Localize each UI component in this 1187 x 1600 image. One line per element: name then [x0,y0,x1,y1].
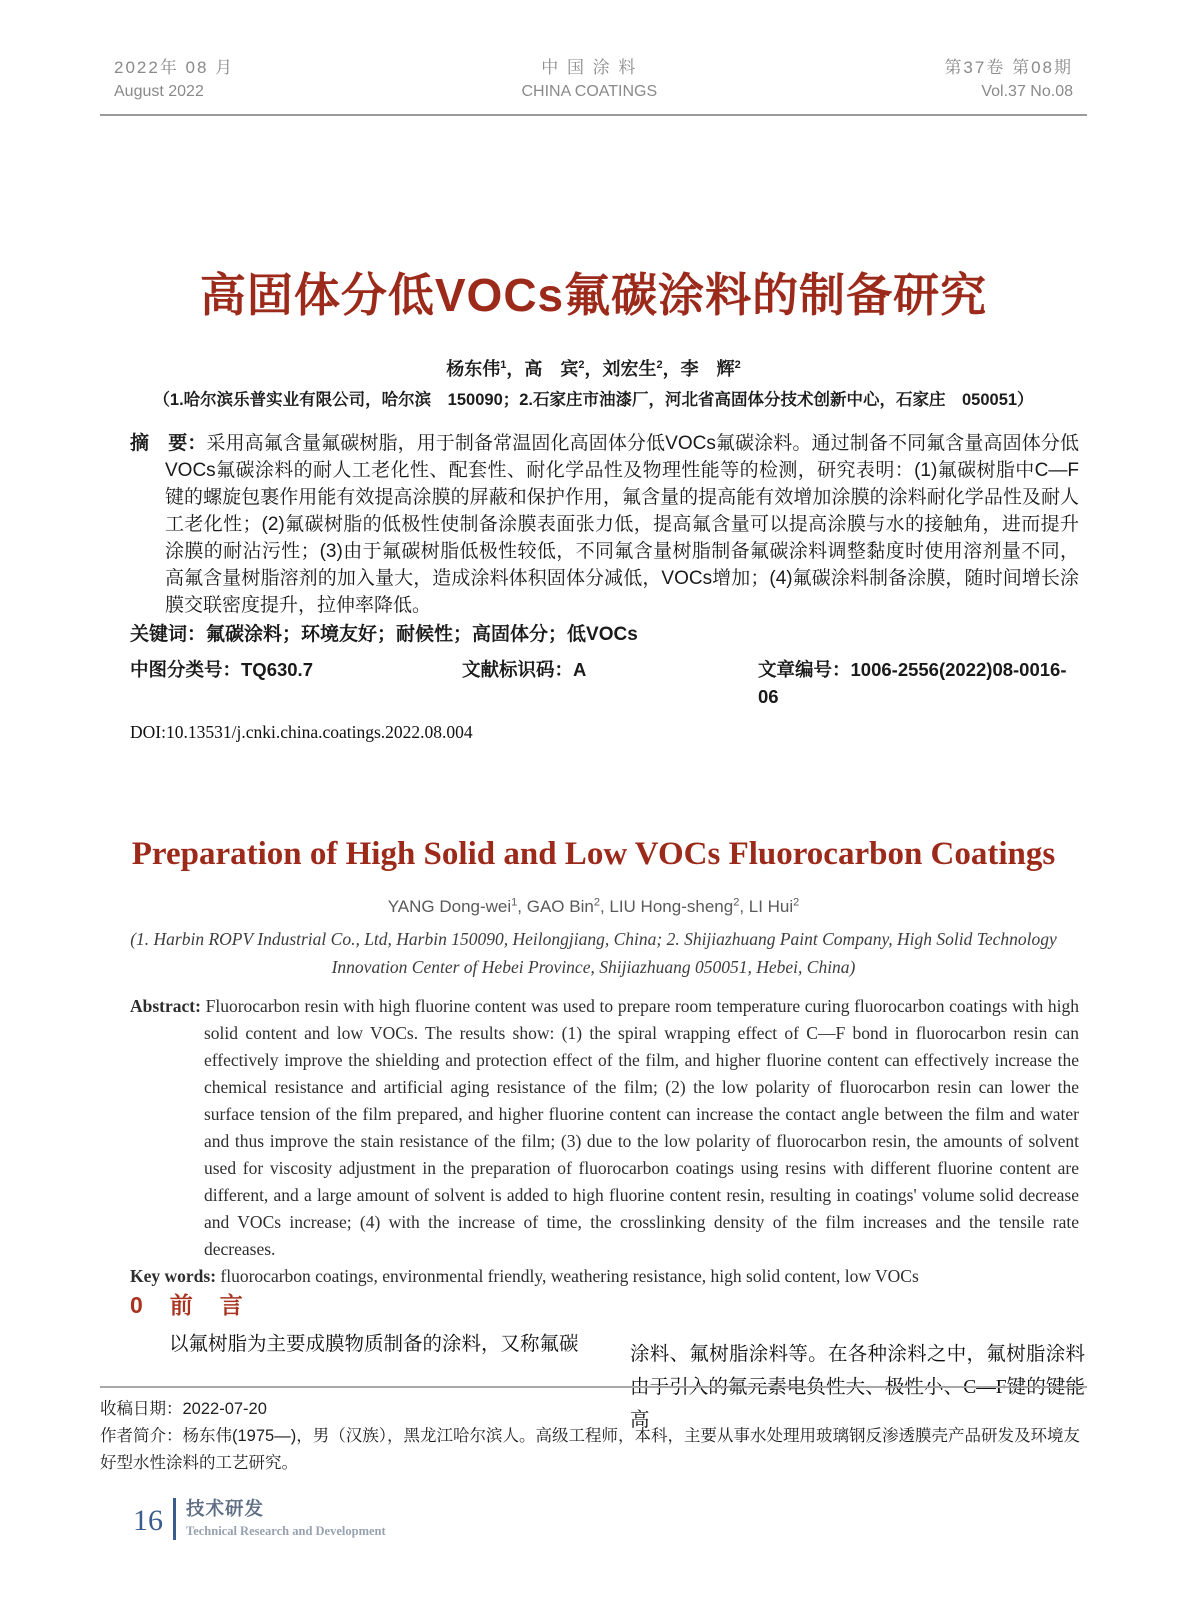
received-date: 收稿日期：2022-07-20 [100,1400,267,1418]
journal-date-en: August 2022 [114,83,204,100]
author-name: , LIU Hong-sheng [599,896,734,916]
author [739,897,799,916]
author-name: , LI Hui [739,896,794,916]
intro-paragraph-right: 涂料、氟树脂涂料等。在各种涂料之中，氟树脂涂料由于引入的氟元素电负性大、极性小、C—F键的键能高 [630,1344,1085,1431]
author-bio: 作者简介：杨东伟(1975—)，男（汉族），黑龙江哈尔滨人。高级工程师，本科，主要从事水处理用玻璃钢反渗透膜壳产品研发及环境友好型水性涂料的工艺研究。 [100,1427,1080,1472]
keywords-cn [130,621,1079,648]
column-name-en: Technical Research and Development [186,1524,386,1538]
author-affil-sup: 2 [793,896,800,908]
author-affil-sup: 2 [578,359,585,371]
journal-issue [944,56,1073,104]
section-heading: 0 前 言 [130,1292,245,1318]
footnote [100,1386,1087,1477]
author-name: , GAO Bin [517,896,594,916]
clc-number: 中图分类号：TQ630.7 [130,659,313,680]
author [506,359,584,379]
author-name: YANG Dong-wei [387,896,512,916]
author [517,897,600,916]
author-affil-sup: 1 [500,359,507,371]
journal-name-en: CHINA COATINGS [521,83,658,100]
journal-issue-en: Vol.37 No.08 [981,83,1073,100]
author [388,897,518,916]
abstract-cn-label: 摘 要： [130,433,207,454]
article-title-en: Preparation of High Solid and Low VOCs Fluorocarbon Coatings [131,836,1056,872]
authors-en [100,890,1087,919]
author [600,897,739,916]
page-footer [133,1496,386,1540]
affiliation-en: (1. Harbin ROPV Industrial Co., Ltd, Harbin 150090, Heilongjiang, China; 2. Shijiazhuang Paint Company, High Solid Technology Innovation Center of Hebei Province, Shijiazhuang 050051, Hebei, China) [130,928,1057,977]
author-affil-sup: 2 [733,896,740,908]
abstract-en-text: Fluorocarbon resin with high fluorine content was used to prepare room temperature curing fluorocarbon coatings with high solid content and low VOCs. The results show: (1) the spiral wrapping effect of C—F bond in fluorocarbon resin can effectively improve the shielding and protection effect of the film, and higher fluorine content can effectively increase the chemical resistance and artificial aging resistance of the film; (2) the low polarity of fluorocarbon resin can lower the surface tension of the film prepared, and higher fluorine content can increase the contact angle between the film and water and thus improve the stain resistance of the film; (3) due to the low polarity of fluorocarbon resin, the amounts of solvent used for viscosity adjustment in the preparation of fluorocarbon coatings using resins with different fluorine content are different, and a large amount of solvent is added to high fluorine content resin, resulting in coatings' volume solid decrease and VOCs increase; (4) with the increase of time, the crosslinking density of the film increases and the tensile rate decreases. [204,995,1079,1259]
article-number: 文章编号：1006-2556(2022)08-0016-06 [758,659,1067,707]
keywords-en-text: fluorocarbon coatings, environmental friendly, weathering resistance, high solid content, low VOCs [220,1265,919,1286]
footer-divider-bar [173,1498,176,1540]
journal-date [114,56,234,104]
author [663,359,741,379]
authors-cn [100,352,1087,382]
author-affil-sup: 2 [734,359,741,371]
author [446,359,506,379]
keywords-cn-label: 关键词： [130,624,207,645]
abstract-cn [130,430,1079,619]
affiliation-cn: （1.哈尔滨乐普实业有限公司，哈尔滨 150090；2.石家庄市油漆厂，河北省高固体分技术创新中心，石家庄 050051） [153,391,1034,409]
abstract-en [130,993,1079,1263]
doi: DOI:10.13531/j.cnki.china.coatings.2022.08.004 [130,722,473,742]
author-affil-sup: 2 [656,359,663,371]
journal-date-cn: 2022年 08 月 [114,58,235,77]
column-name-cn: 技术研发 [186,1498,265,1519]
author-affil-sup: 1 [511,896,518,908]
author-name: ，高 宾 [506,359,579,379]
footer-column-name [186,1496,386,1540]
journal-name-cn: 中 国 涂 料 [541,58,638,77]
author-name: 杨东伟 [446,359,501,379]
document-code: 文献标识码：A [462,659,587,680]
keywords-en-label: Key words: [130,1265,217,1286]
keywords-cn-text: 氟碳涂料；环境友好；耐候性；高固体分；低VOCs [206,624,638,645]
author-name: ，刘宏生 [584,359,657,379]
intro-paragraph-left: 以氟树脂为主要成膜物质制备的涂料，又称氟碳 [169,1334,579,1355]
article-title-cn: 高固体分低VOCs氟碳涂料的制备研究 [199,269,988,321]
page-number: 16 [133,1504,163,1537]
article-meta-row [130,656,1079,710]
author-affil-sup: 2 [593,896,600,908]
abstract-cn-text: 采用高氟含量氟碳树脂，用于制备常温固化高固体分低VOCs氟碳涂料。通过制备不同氟含量高固体分低VOCs氟碳涂料的耐人工老化性、配套性、耐化学品性及物理性能等的检测，研究表明：(1)氟碳树脂中C—F键的螺旋包裹作用能有效提高涂膜的屏蔽和保护作用，氟含量的提高能有效增加涂膜的涂料耐化学品性及耐人工老化性；(2)氟碳树脂的低极性使制备涂膜表面张力低，提高氟含量可以提高涂膜与水的接触角，进而提升涂膜的耐沾污性；(3)由于氟碳树脂低极性较低，不同氟含量树脂制备氟碳涂料调整黏度时使用溶剂量不同，高氟含量树脂溶剂的加入量大，造成涂料体积固体分减低，VOCs增加；(4)氟碳涂料制备涂膜，随时间增长涂膜交联密度提升，拉伸率降低。 [165,433,1079,616]
journal-name [521,56,657,104]
author-name: ，李 辉 [662,359,735,379]
journal-issue-cn: 第37卷 第08期 [944,58,1073,77]
author [585,359,663,379]
abstract-en-label: Abstract: [130,995,201,1016]
keywords-en [130,1263,1079,1290]
journal-header [100,56,1087,116]
